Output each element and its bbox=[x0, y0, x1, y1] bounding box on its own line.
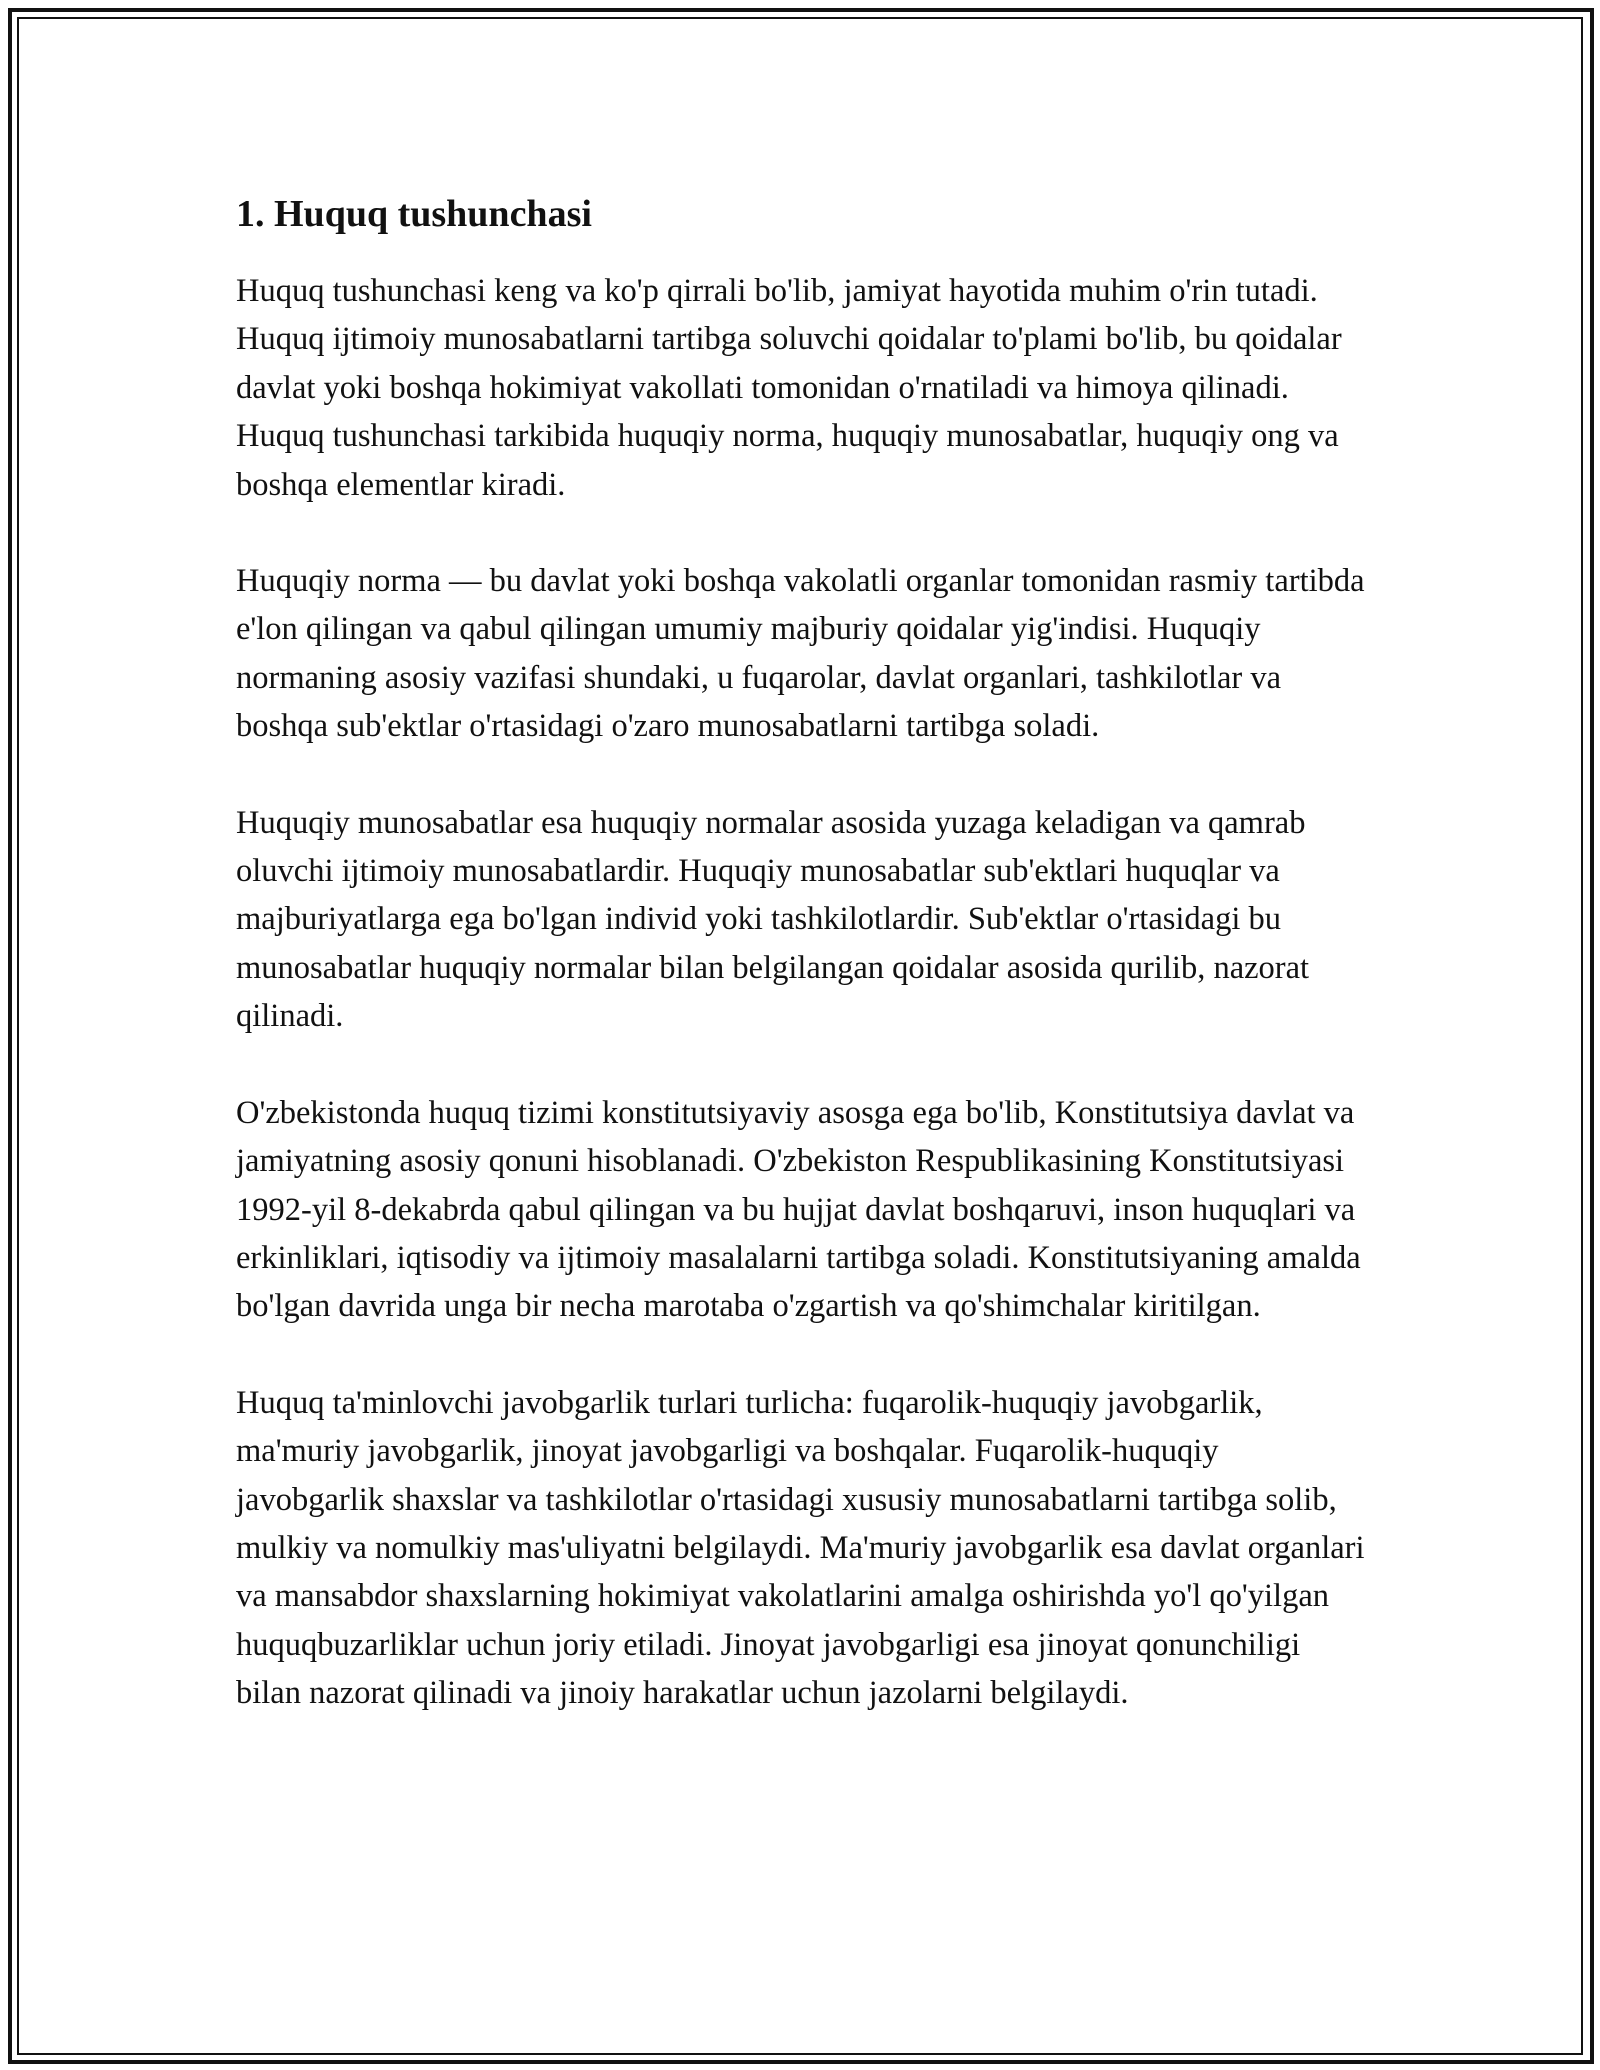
paragraph-konstitutsiya: O'zbekistonda huquq tizimi konstitutsiyaviy asosga ega bo'lib, Konstitutsiya davlat va jamiyatning asosiy qonuni hisoblanadi. O'zbekiston Respublikasining Konstitutsiyasi 1992-yil 8-dekabrda qabul qilingan va bu hujjat davlat boshqaruvi, inson huquqlari va erkinliklari, iqtisodiy va ijtimoiy masalalarni tartibga soladi. Konstitutsiyaning amalda bo'lgan davrida unga bir necha marotaba o'zgartish va qo'shimchalar kiritilgan. bbox=[236, 1094, 1361, 1325]
paragraph-huquq-tushunchasi: Huquq tushunchasi keng va ko'p qirrali bo'lib, jamiyat hayotida muhim o'rin tutadi. Huquq ijtimoiy munosabatlarni tartibga soluvchi qoidalar to'plami bo'lib, bu qoidalar davlat yoki boshqa hokimiyat vakollati tomonidan o'rnatiladi va himoya qilinadi. Huquq tushunchasi tarkibida huquqiy norma, huquqiy munosabatlar, huquqiy ong va boshqa elementlar kiradi. bbox=[236, 273, 1342, 503]
paragraph-huquqiy-munosabatlar: Huquqiy munosabatlar esa huquqiy normalar asosida yuzaga keladigan va qamrab oluvchi ijtimoiy munosabatlardir. Huquqiy munosabatlar sub'ektlari huquqlar va majburiyatlarga ega bo'lgan individ yoki tashkilotlardir. Sub'ektlar o'rtasidagi bu munosabatlar huquqiy normalar bilan belgilangan qoidalar asosida qurilib, nazorat qilinadi. bbox=[236, 804, 1310, 1035]
paragraph-javobgarlik-turlari: Huquq ta'minlovchi javobgarlik turlari turlicha: fuqarolik-huquqiy javobgarlik, ma'muriy javobgarlik, jinoyat javobgarligi va boshqalar. Fuqarolik-huquqiy javobgarlik shaxslar va tashkilotlar o'rtasidagi xususiy munosabatlarni tartibga solib, mulkiy va nomulkiy mas'uliyatni belgilaydi. Ma'muriy javobgarlik esa davlat organlari va mansabdor shaxslarning hokimiyat vakolatlarini amalga oshirishda yo'l qo'yilgan huquqbuzarliklar uchun joriy etiladi. Jinoyat javobgarligi esa jinoyat qonunchiligi bilan nazorat qilinadi va jinoiy harakatlar uchun jazolarni belgilaydi. bbox=[236, 1384, 1365, 1712]
section-heading: 1. Huquq tushunchasi bbox=[236, 193, 592, 235]
document-content bbox=[236, 186, 1366, 1718]
paragraph-huquqiy-norma: Huquqiy norma — bu davlat yoki boshqa vakolatli organlar tomonidan rasmiy tartibda e'lon qilingan va qabul qilingan umumiy majburiy qoidalar yig'indisi. Huquqiy normaning asosiy vazifasi shundaki, u fuqarolar, davlat organlari, tashkilotlar va boshqa sub'ektlar o'rtasidagi o'zaro munosabatlarni tartibga soladi. bbox=[236, 563, 1365, 745]
